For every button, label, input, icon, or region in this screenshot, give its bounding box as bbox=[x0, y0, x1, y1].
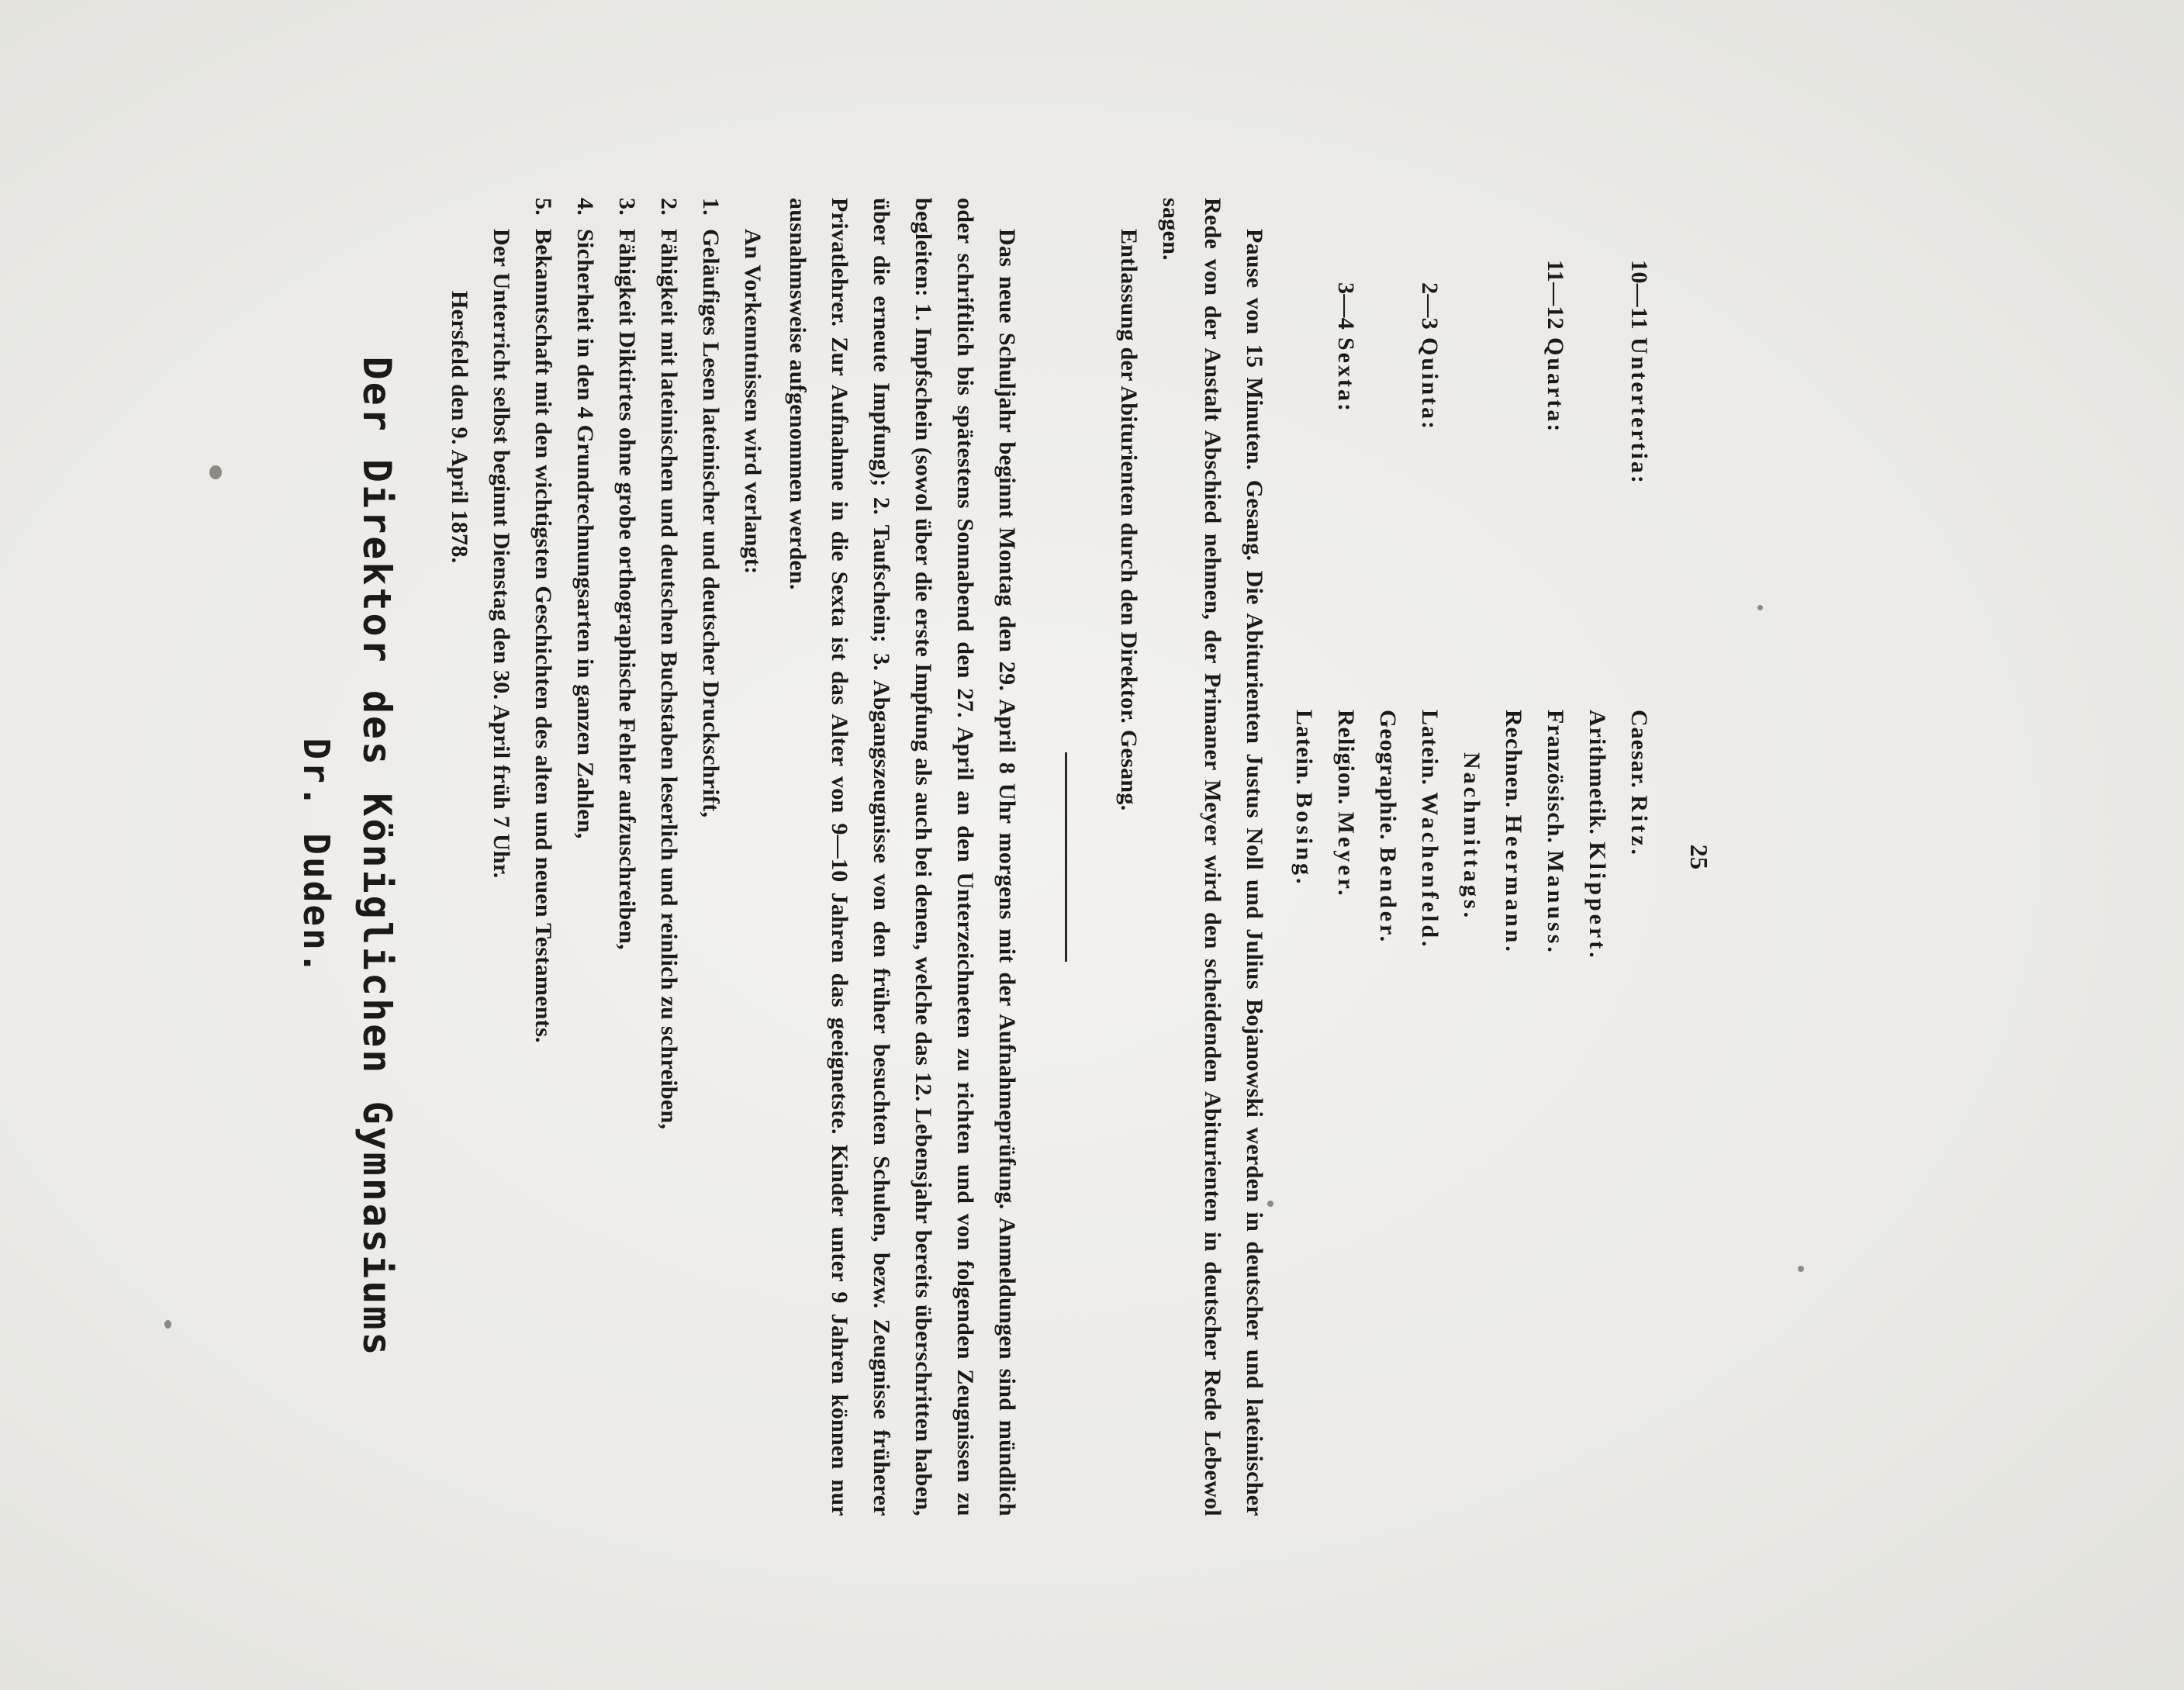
schedule-subject: Caesar. bbox=[1626, 709, 1652, 789]
list-item bbox=[689, 198, 731, 1516]
schedule-row bbox=[1576, 198, 1618, 1516]
page-number: 25 bbox=[1685, 844, 1713, 869]
requirements-list bbox=[522, 198, 731, 1516]
schedule-time bbox=[1283, 198, 1325, 337]
section-divider bbox=[1065, 752, 1067, 962]
pause-paragraph: Pause von 15 Minuten. Gesang. Die Abiturienten Justus Noll und Julius Bojanowski werden in deutscher und lateinischer Rede von der Anstalt Abschied nehmen, der Primaner Meyer wird den scheidenden Abiturienten in deutscher Rede Lebewol sagen. bbox=[1158, 197, 1267, 1516]
schedule-class: Untertertia: bbox=[1626, 337, 1652, 486]
list-item bbox=[648, 198, 689, 1516]
schedule-subject: Latein. bbox=[1291, 709, 1317, 786]
list-number: 5. bbox=[530, 197, 556, 216]
schedule-teacher: Meyer. bbox=[1333, 811, 1359, 899]
schedule-subject: Religion. bbox=[1333, 709, 1359, 805]
list-item bbox=[606, 198, 648, 1516]
schedule-time bbox=[1367, 198, 1408, 337]
schedule-entry bbox=[1450, 710, 1492, 1516]
schedule-entry bbox=[1325, 710, 1367, 1516]
document-body bbox=[286, 198, 1720, 1516]
list-number: 4. bbox=[572, 197, 598, 216]
schedule-class bbox=[1283, 337, 1325, 710]
schedule-class: Sexta: bbox=[1333, 337, 1359, 413]
schedule-time: 11—12 bbox=[1543, 259, 1568, 330]
schedule-subject: Arithmetik. bbox=[1584, 709, 1610, 835]
new-school-year-paragraph: Das neue Schuljahr beginnt Montag den 29. April 8 Uhr morgens mit der Aufnahmeprüfung. Anmeldungen sind mündlich oder schriftlich bis spätestens Sonnabend den 27. April an den Unterzeichneten zu richten und von folgenden Zeugnissen zu begleiten: 1. Impfschein (sowol über die erste Impfung als auch bei denen, welche das 12. Lebensjahr bereits überschritten haben, über die erneute Impfung); 2. Taufschein; 3. Abgangszeugnisse von den früher besuchten Schulen, bezw. Zeugnisse früherer Privatlehrer. Zur Aufnahme in die Sexta ist das Alter von 9—10 Jahren das geeignetste. Kinder unter 9 Jahren können nur ausnahmsweise aufgenommen werden. bbox=[785, 197, 1020, 1516]
schedule-entry bbox=[1576, 710, 1618, 1516]
schedule-teacher: Bosing. bbox=[1291, 791, 1317, 887]
schedule-entry bbox=[1283, 710, 1325, 1516]
schedule-class bbox=[1367, 337, 1408, 710]
list-item bbox=[564, 198, 606, 1516]
paper-speck bbox=[209, 465, 222, 479]
schedule-class bbox=[1450, 337, 1492, 710]
schedule-row bbox=[1367, 198, 1408, 1516]
schedule-row bbox=[1492, 198, 1534, 1516]
dismissal-line: Entlassung der Abiturienten durch den Direktor. Gesang. bbox=[1116, 228, 1142, 811]
schedule-subject: Rechnen. bbox=[1501, 709, 1526, 808]
schedule-time: 3—4 bbox=[1333, 282, 1359, 330]
requirements-intro: An Vorkenntnissen wird verlangt: bbox=[740, 228, 765, 574]
paper-speck bbox=[1757, 605, 1763, 610]
list-text: Fähigkeit Diktirtes ohne grobe orthographische Fehler aufzuschreiben, bbox=[614, 228, 640, 950]
schedule-teacher: Wachenfeld. bbox=[1417, 791, 1443, 950]
schedule-entry bbox=[1367, 710, 1408, 1516]
schedule-class bbox=[1576, 337, 1618, 710]
list-number: 1. bbox=[698, 197, 724, 216]
schedule-class: Quarta: bbox=[1543, 337, 1568, 434]
schedule-time bbox=[1576, 198, 1618, 337]
schedule-entry bbox=[1534, 710, 1576, 1516]
list-text: Sicherheit in den 4 Grundrechnungsarten in ganzen Zahlen, bbox=[572, 228, 598, 839]
schedule-entry bbox=[1618, 710, 1660, 1516]
schedule-row bbox=[1450, 198, 1492, 1516]
schedule-class bbox=[1492, 337, 1534, 710]
schedule-entry bbox=[1408, 710, 1450, 1516]
signature-title: Der Direktor des Königlichen Gymnasiums bbox=[354, 356, 399, 1357]
schedule-time bbox=[1450, 198, 1492, 337]
schedule-subject: Nachmittags. bbox=[1459, 752, 1484, 921]
schedule-teacher: Manuss. bbox=[1543, 849, 1568, 956]
schedule-subject: Französisch. bbox=[1543, 709, 1568, 844]
list-number: 2. bbox=[656, 197, 682, 216]
schedule-teacher: Klippert. bbox=[1584, 841, 1610, 961]
paper-speck bbox=[164, 1320, 171, 1329]
paper-speck bbox=[1798, 1266, 1804, 1272]
schedule-teacher: Ritz. bbox=[1626, 794, 1652, 858]
schedule-row bbox=[1408, 198, 1450, 1516]
schedule-class: Quinta: bbox=[1417, 337, 1443, 431]
signature-name: Dr. Duden. bbox=[295, 738, 337, 976]
place-date: Hersfeld den 9. April 1878. bbox=[447, 290, 472, 563]
schedule-entry bbox=[1492, 710, 1534, 1516]
schedule-row bbox=[1325, 198, 1367, 1516]
schedule-row bbox=[1283, 198, 1325, 1516]
schedule-subject: Latein. bbox=[1417, 709, 1443, 786]
list-text: Geläufiges Lesen lateinischer und deutscher Druckschrift, bbox=[698, 228, 724, 817]
schedule-row bbox=[1618, 198, 1660, 1516]
lessons-start-note: Der Unterricht selbst beginnt Dienstag den 30. April früh 7 Uhr. bbox=[489, 228, 514, 879]
schedule-subject: Geographie. bbox=[1375, 709, 1401, 840]
schedule-time: 2—3 bbox=[1417, 282, 1443, 330]
schedule-teacher: Heermann. bbox=[1501, 814, 1526, 955]
schedule-teacher: Bender. bbox=[1375, 846, 1401, 945]
rotated-document bbox=[295, 97, 1736, 1594]
signature-block bbox=[286, 198, 407, 1516]
list-text: Bekanntschaft mit den wichtigsten Geschichten des alten und neuen Testaments. bbox=[530, 228, 556, 1043]
list-item bbox=[522, 198, 564, 1516]
schedule-time bbox=[1492, 198, 1534, 337]
list-number: 3. bbox=[614, 197, 640, 216]
schedule-row bbox=[1534, 198, 1576, 1516]
schedule-table bbox=[1283, 198, 1660, 1516]
schedule-time: 10—11 bbox=[1626, 259, 1652, 330]
list-text: Fähigkeit mit lateinischen und deutschen Buchstaben leserlich und reinlich zu schreiben, bbox=[656, 228, 682, 1129]
